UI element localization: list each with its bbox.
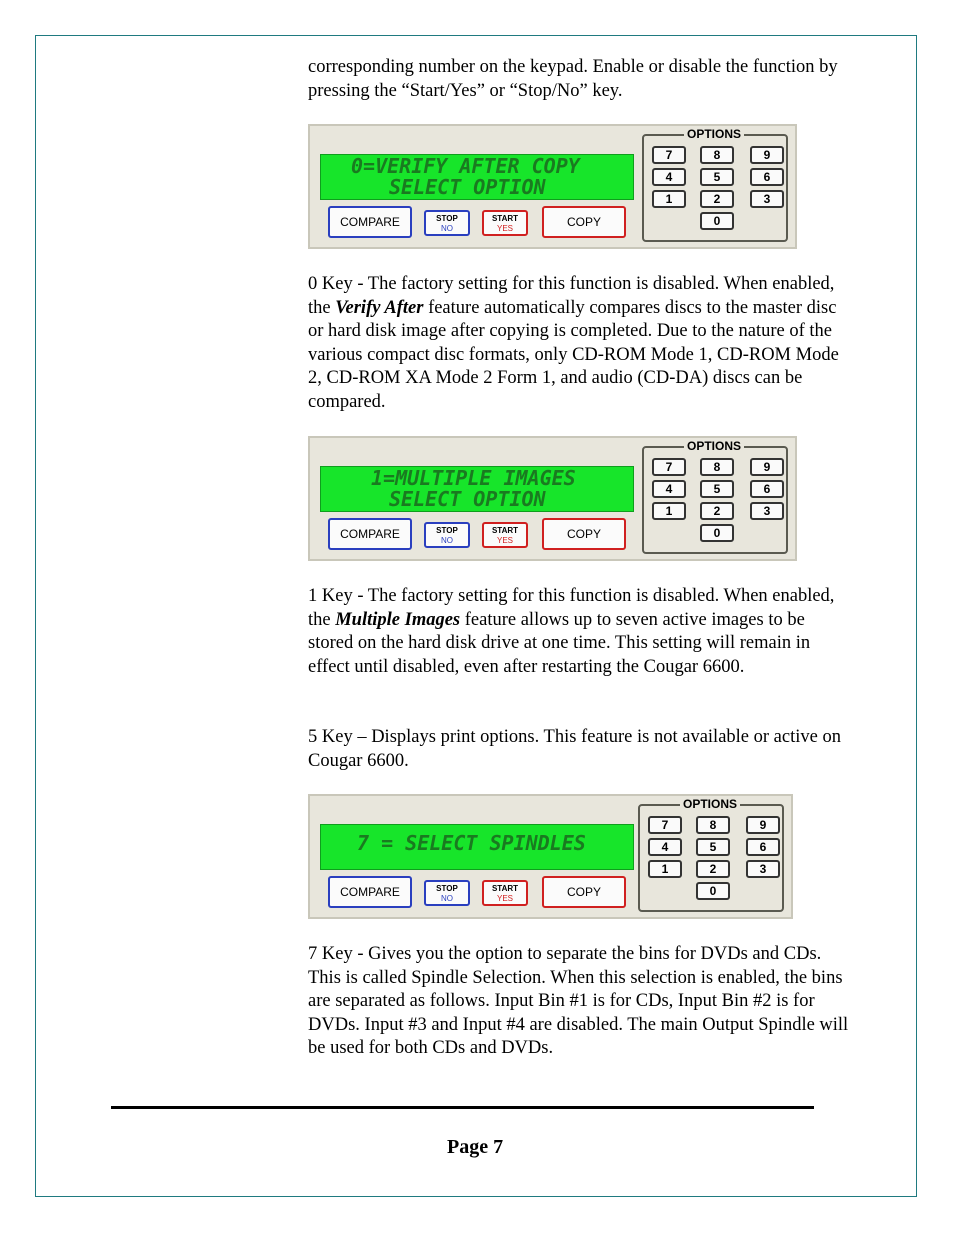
key-9: 9 — [746, 816, 780, 834]
yes-label: YES — [496, 224, 513, 233]
copy-button: COPY — [542, 206, 626, 238]
p0-text-a: 0 Key - The factory setting for this function is disabled. When enabled, the — [308, 274, 835, 318]
copy-button: COPY — [542, 876, 626, 908]
stop-no-button — [424, 210, 470, 236]
key-3: 3 — [746, 860, 780, 878]
start-label: START — [491, 526, 519, 535]
key-6: 6 — [746, 838, 780, 856]
copy-button: COPY — [542, 518, 626, 550]
intro-paragraph: corresponding number on the keypad. Enable or disable the function by pressing the “Start/Yes” or “Stop/No” key. — [308, 57, 838, 101]
key-4: 4 — [652, 480, 686, 498]
key-7-paragraph: 7 Key - Gives you the option to separate the bins for DVDs and CDs. This is called Spindle Selection. When this selection is enabled, the bins are separated as follows. Input Bin #1 is for CDs, Input Bin #2 is for DVDs. Input #3 and Input #4 are disabled. The main Output Spindle will be used for both CDs and DVDs. — [308, 944, 849, 1058]
key-1: 1 — [652, 190, 686, 208]
start-label: START — [491, 884, 519, 893]
key-5-paragraph: 5 Key – Displays print options. This feature is not available or active on Cougar 6600. — [308, 727, 841, 771]
key-7: 7 — [652, 458, 686, 476]
panel-select-spindles — [308, 794, 793, 919]
yes-label: YES — [496, 894, 513, 903]
options-title: OPTIONS — [680, 797, 740, 811]
key-7: 7 — [648, 816, 682, 834]
p0-text-b: feature automatically compares discs to the master disc or hard disk image after copying is completed. Due to the nature of the various compact disc formats, only CD-ROM Mode 1, CD-ROM Mode 2, CD-ROM XA Mode 2 Form 1, and audio (CD-DA) discs can be compared. — [308, 297, 839, 412]
no-label: NO — [441, 224, 453, 233]
no-label: NO — [441, 894, 453, 903]
key-6: 6 — [750, 168, 784, 186]
start-label: START — [491, 214, 519, 223]
key-6: 6 — [750, 480, 784, 498]
key-5: 5 — [696, 838, 730, 856]
key-9: 9 — [750, 146, 784, 164]
panel-multiple-images — [308, 436, 797, 561]
footer-divider — [111, 1106, 814, 1109]
key-7: 7 — [652, 146, 686, 164]
lcd-line-1: 1=MULTIPLE IMAGES — [371, 466, 576, 490]
lcd-line-2: SELECT OPTION — [389, 487, 546, 511]
p1-emphasis: Multiple Images — [335, 609, 461, 630]
start-yes-button — [482, 522, 528, 548]
key-3: 3 — [750, 190, 784, 208]
options-keypad — [638, 797, 784, 912]
key-0: 0 — [700, 524, 734, 542]
page-number: Page 7 — [447, 1136, 504, 1158]
p1-text-b: feature allows up to seven active images to be stored on the hard disk drive at one time. This setting will remain in effect until disabled, even after restarting the Cougar 6600. — [308, 609, 811, 677]
key-4: 4 — [648, 838, 682, 856]
stop-label: STOP — [436, 884, 458, 893]
start-yes-button — [482, 880, 528, 906]
key-5: 5 — [700, 168, 734, 186]
key-1: 1 — [652, 502, 686, 520]
options-title: OPTIONS — [684, 439, 744, 453]
lcd-display — [320, 466, 634, 512]
key-0: 0 — [696, 882, 730, 900]
options-title: OPTIONS — [684, 127, 744, 141]
panel-verify-after-copy — [308, 124, 797, 249]
lcd-display — [320, 824, 634, 870]
key-2: 2 — [700, 190, 734, 208]
compare-button: COMPARE — [328, 518, 412, 550]
key-3: 3 — [750, 502, 784, 520]
p1-text-a: 1 Key - The factory setting for this function is disabled. When enabled, the — [308, 586, 835, 630]
options-keypad — [642, 439, 788, 554]
key-8: 8 — [700, 146, 734, 164]
lcd-line-1: 0=VERIFY AFTER COPY — [351, 154, 580, 178]
key-0: 0 — [700, 212, 734, 230]
stop-label: STOP — [436, 214, 458, 223]
compare-button: COMPARE — [328, 206, 412, 238]
stop-label: STOP — [436, 526, 458, 535]
key-2: 2 — [700, 502, 734, 520]
yes-label: YES — [496, 536, 513, 545]
p0-emphasis: Verify After — [335, 297, 424, 318]
stop-no-button — [424, 522, 470, 548]
key-4: 4 — [652, 168, 686, 186]
options-keypad — [642, 127, 788, 242]
lcd-line-1: 7 = SELECT SPINDLES — [357, 831, 586, 855]
key-8: 8 — [696, 816, 730, 834]
key-9: 9 — [750, 458, 784, 476]
key-0-paragraph — [308, 273, 853, 414]
key-1: 1 — [648, 860, 682, 878]
key-1-paragraph — [308, 585, 853, 679]
key-2: 2 — [696, 860, 730, 878]
key-5: 5 — [700, 480, 734, 498]
stop-no-button — [424, 880, 470, 906]
lcd-display — [320, 154, 634, 200]
lcd-line-2: SELECT OPTION — [389, 175, 546, 199]
key-8: 8 — [700, 458, 734, 476]
start-yes-button — [482, 210, 528, 236]
no-label: NO — [441, 536, 453, 545]
compare-button: COMPARE — [328, 876, 412, 908]
